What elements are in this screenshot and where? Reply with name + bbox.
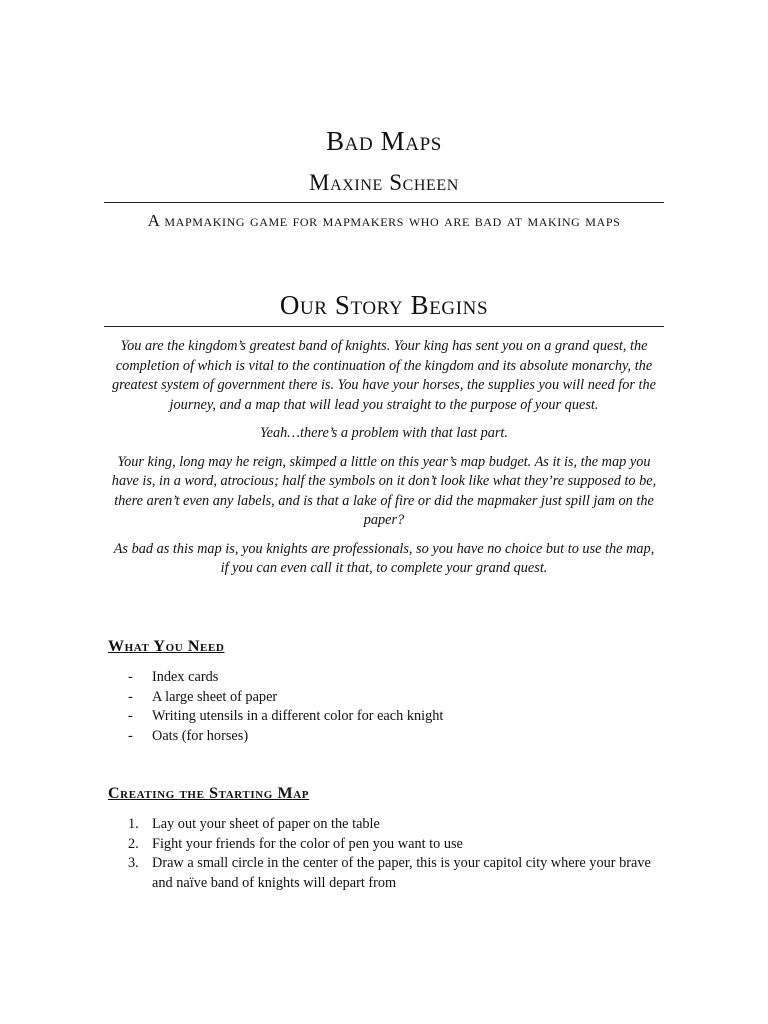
list-item: 1. Lay out your sheet of paper on the table <box>128 815 658 835</box>
subtitle: A mapmaking game for mapmakers who are bad at making maps <box>147 211 621 230</box>
author-name: Maxine Scheen <box>309 170 459 195</box>
dash-bullet: - <box>128 727 133 744</box>
document-title: Bad Maps <box>326 126 442 156</box>
story-paragraph: Yeah…there’s a problem with that last part. <box>260 425 508 441</box>
story-heading: Our Story Begins <box>279 290 489 320</box>
step-number: 2. <box>128 835 139 852</box>
what-you-need-heading: What You Need <box>108 638 225 655</box>
list-item: - Oats (for horses) <box>128 727 658 747</box>
dash-bullet: - <box>128 669 133 685</box>
story-divider <box>104 326 664 327</box>
starting-map-heading: Creating the Starting Map <box>108 785 310 802</box>
list-item: 2. Fight your friends for the color of pen you want to use <box>128 835 658 855</box>
step-number: 1. <box>128 816 139 832</box>
starting-map-list <box>128 815 658 893</box>
story-paragraph: You are the kingdom’s greatest band of knights. Your king has sent you on a grand quest, the completion of which is vital to the continuation of the kingdom and its absolute monarchy, the greatest system of government there is. You have your horses, the supplies you will need for the journey, and a map that will lead you straight to the purpose of your quest. <box>111 338 656 413</box>
story-paragraph: Your king, long may he reign, skimped a little on this year’s map budget. As it is, the map you have is, in a word, atrocious; half the symbols on it don’t look like what they’re supposed to be, there aren’t even any labels, and is that a lake of fire or did the mapmaker just spill jam on the paper? <box>111 453 657 528</box>
title-divider <box>104 202 664 203</box>
step-number: 3. <box>128 855 139 871</box>
dash-bullet: - <box>128 688 133 705</box>
story-body <box>108 337 660 588</box>
dash-bullet: - <box>128 708 133 724</box>
list-item: - Writing utensils in a different color for each knight <box>128 707 658 727</box>
list-item: 3. Draw a small circle in the center of the paper, this is your capitol city where your brave and naïve band of knights will depart from <box>128 855 651 891</box>
list-item: - Index cards <box>128 668 658 688</box>
list-item: - A large sheet of paper <box>128 688 658 708</box>
what-you-need-list <box>128 668 658 746</box>
story-paragraph: As bad as this map is, you knights are professionals, so you have no choice but to use the map, if you can even call it that, to complete your grand quest. <box>113 540 655 576</box>
